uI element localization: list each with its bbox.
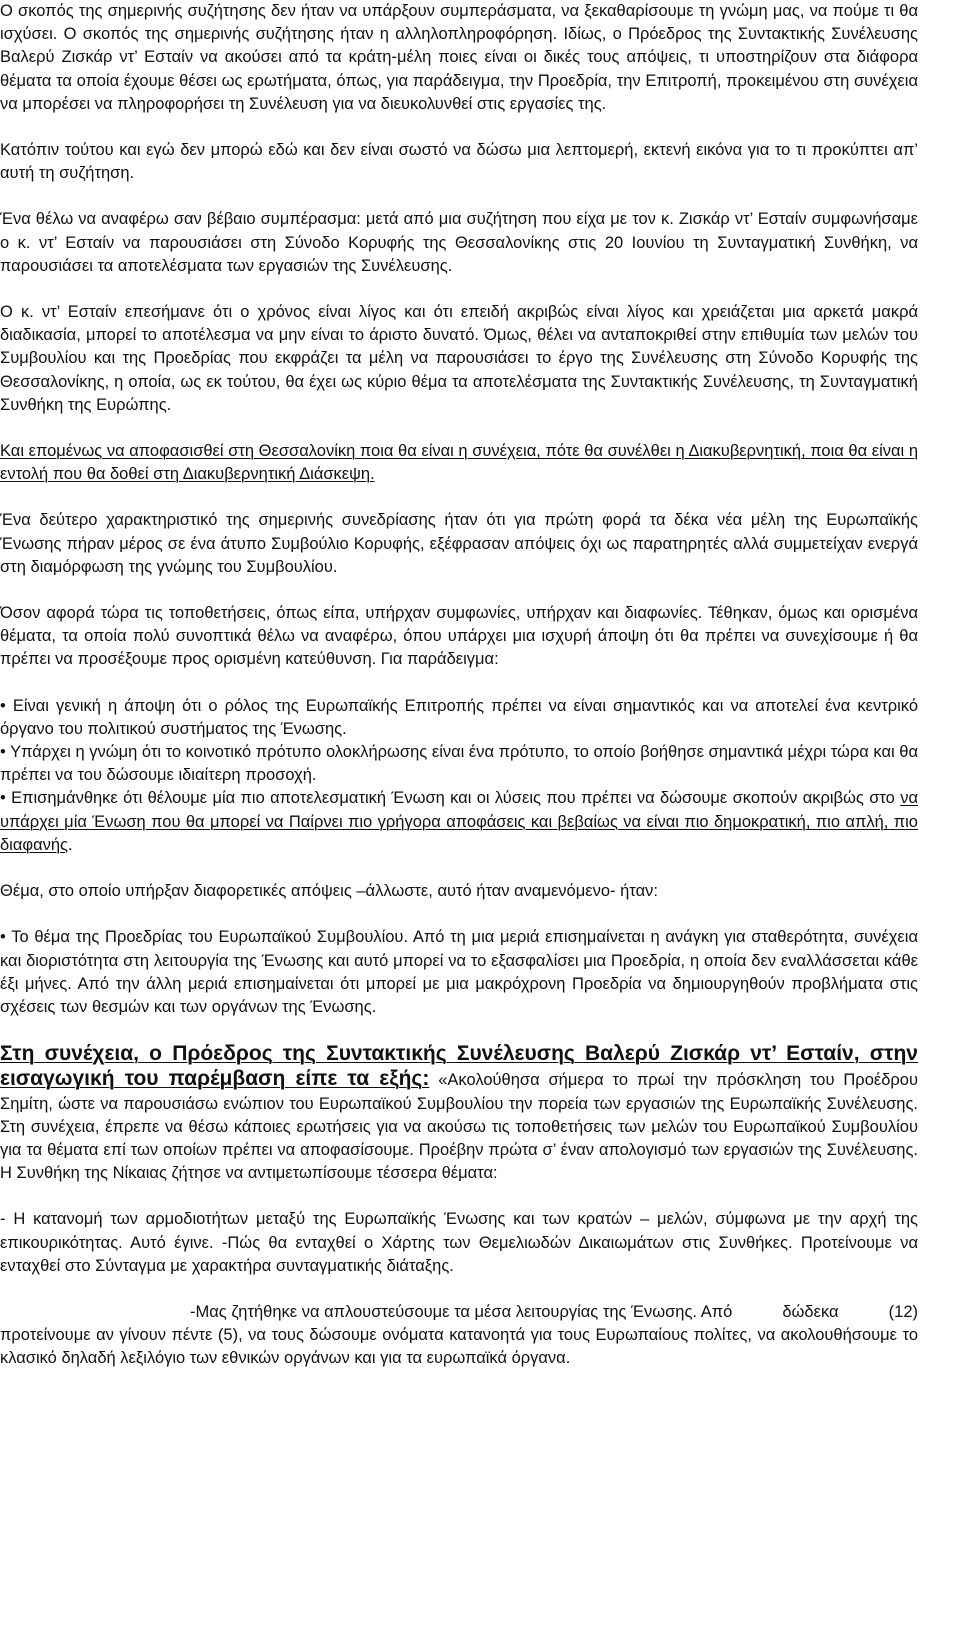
paragraph-positions: Όσον αφορά τώρα τις τοποθετήσεις, όπως είπα, υπήρχαν συμφωνίες, υπήρχαν και διαφωνίες. Τέθηκαν, όμως και ορισμένα θέματα, τα οποία πολύ συνοπτικά θέλω να αναφέρω, όπου υπάρχει μια ισχυρή άποψη ότι θα πρέπει να συνεχίσουμε ή θα πρέπει να προσέξουμε προς ορισμένη κατεύθυνση. Για παράδειγμα: [0,604,918,669]
intervention-quote-start: «Ακολούθησα σήμερα το πρωί [429,1071,675,1090]
paragraph-intro: Ο σκοπός της σημερινής συζήτησης δεν ήταν να υπάρξουν συμπεράσματα, να ξεκαθαρίσουμε τη γνώμη μας, να πούμε τι θα ισχύσει. Ο σκοπός της σημερινής συζήτησης ήταν η αλληλοπληροφόρηση. Ιδίως, ο Πρόεδρος της Συντακτικής Συνέλευσης Βαλερύ Ζισκάρ ντ’ Εσταίν να ακούσει από τα κράτη-μέλη ποιες είναι οι δικές τους απόψεις, τι υποστηρίζουν στα διάφορα θέματα τα οποία έχουμε θέσει ως ερωτήματα, όπως, για παράδειγμα, την Προεδρία, την Επιτροπή, προκειμένου στη συνέχεια να μπορέσει να πληροφορήσει τη Συνέλευση για να διευκολυνθεί στις εργασίες της. [0,2,918,113]
paragraph-divergent-views: Θέμα, στο οποίο υπήρξαν διαφορετικές απόψεις –άλλωστε, αυτό ήταν αναμενόμενο- ήταν: [0,882,658,901]
paragraph-conclusion: Ένα θέλω να αναφέρω σαν βέβαιο συμπέρασμα: μετά από μια συζήτηση που είχα με τον κ. Ζισκάρ ντ’ Εσταίν συμφωνήσαμε ο κ. ντ’ Εσταίν να παρουσιάσει στη Σύνοδο Κορυφής της Θεσσαλονίκης στις 20 Ιουνίου τη Συνταγματική Συνθήκη, να παρουσιάσει τα αποτελέσματα των εργασιών της Συνέλευσης. [0,210,918,275]
bullet-effective-union [0,787,918,857]
simplification-first-line: -Μας ζητήθηκε να απλουστεύσουμε τα μέσα λειτουργίας της Ένωσης. Από [190,1302,733,1321]
bullet-community-model: • Υπάρχει η γνώμη ότι το κοινοτικό πρότυπο ολοκλήρωσης είναι ένα πρότυπο, το οποίο βοήθησε σημαντικά μέχρι τώρα και θα πρέπει να του δώσουμε ιδιαίτερη προσοχή. [0,743,918,785]
simplification-rest: δώδεκα (12) προτείνουμε αν γίνουν πέντε (5), να τους δώσουμε ονόματα κατανοητά για τους Ευρωπαίους πολίτες, να ακολουθήσουμε το κλασικό δηλαδή λεξιλόγιο των εθνικών οργάνων και για τα ευρωπαϊκά όργανα. [0,1302,918,1368]
paragraph-estaing-remarks: Ο κ. ντ’ Εσταίν επεσήμανε ότι ο χρόνος είναι λίγος και ότι επειδή ακριβώς είναι λίγος και χρειάζεται μια αρκετά μακρά διαδικασία, μπορεί το αποτέλεσμα να μην είναι το άριστο δυνατό. Όμως, θέλει να ανταποκριθεί στην επιθυμία των μελών του Συμβουλίου και της Προεδρίας που εκφράζει τα μέλη να παρουσιάσει το έργο της Συνέλευσης στη Σύνοδο Κορυφής της Θεσσαλονίκης, η οποία, ως εκ τούτου, θα έχει ως κύριο θέμα τα αποτελέσματα της Συντακτικής Συνέλευσης, τη Συνταγματική Συνθήκη της Ευρώπης. [0,303,918,414]
paragraph-estaing-intervention [0,1042,918,1185]
bullet-council-presidency: • Το θέμα της Προεδρίας του Ευρωπαϊκού Συμβουλίου. Από τη μια μεριά επισημαίνεται η ανάγκη για σταθερότητα, συνέχεια και διοριστότητα στη λειτουργία της Ένωσης και αυτό μπορεί να το εξασφαλίσει μια Προεδρία, η οποία δεν εναλλάσσεται κάθε έξι μήνες. Από την άλλη μεριά επισημαίνεται ότι μπορεί με μια μακρόχρονη Προεδρία να δημιουργηθούν προβλήματα στις σχέσεις των θεσμών και των οργάνων της Ένωσης. [0,928,918,1016]
paragraph-competences: - Η κατανομή των αρμοδιοτήτων μεταξύ της Ευρωπαϊκής Ένωσης και των κρατών – μελών, σύμφωνα με την αρχή της επικουρικότητας. Αυτό έγινε. -Πώς θα ενταχθεί ο Χάρτης των Θεμελιωδών Δικαιωμάτων στις Συνθήκες. Προτείνουμε να ενταχθεί στο Σύνταγμα με χαρακτήρα συνταγματικής διάταξης. [0,1210,918,1275]
paragraph-simplification [0,1301,918,1371]
bullet-commission-role: • Είναι γενική η άποψη ότι ο ρόλος της Ευρωπαϊκής Επιτροπής πρέπει να είναι σημαντικός και να αποτελεί ένα κεντρικό όργανο του πολιτικού συστήματος της Ένωσης. [0,696,918,738]
bullet-effective-union-lead: • Επισημάνθηκε ότι θέλουμε μία πιο αποτελεσματική Ένωση και οι λύσεις που πρέπει να δώσουμε σκοπούν ακριβώς στο [0,789,901,808]
paragraph-new-members: Ένα δεύτερο χαρακτηριστικό της σημερινής συνεδρίασης ήταν ότι για πρώτη φορά τα δέκα νέα μέλη της Ευρωπαϊκής Ένωσης πήραν μέρος σε ένα άτυπο Συμβούλιο Κορυφής, εξέφρασαν απόψεις όχι ως παρατηρητές αλλά συμμετείχαν ενεργά στη διαμόρφωση της γνώμης του Συμβουλίου. [0,511,918,576]
bullet-effective-union-end: . [68,835,73,854]
intervention-quote-body: την πρόσκληση του Προέδρου Σημίτη, ώστε να παρουσιάσω ενώπιον του Ευρωπαϊκού Συμβουλίου την πορεία των εργασιών της Ευρωπαϊκής Συνέλευσης. Στη συνέχεια, έπρεπε να θέσω κάποιες ερωτήσεις για να ακούσω τις τοποθετήσεις των μελών του Ευρωπαϊκού Συμβουλίου για τα θέματα επί των οποίων πρέπει να αποφασίσουμε. Προέβην πρώτα σ’ έναν απολογισμό των εργασιών της Συνέλευσης. Η Συνθήκη της Νίκαιας ζήτησε να αντιμετωπίσουμε τέσσερα θέματα: [0,1071,919,1183]
paragraph-context: Κατόπιν τούτου και εγώ δεν μπορώ εδώ και δεν είναι σωστό να δώσω μια λεπτομερή, εκτενή εικόνα για το τι προκύπτει απ’ αυτή τη συζήτηση. [0,141,918,183]
bullet-effective-union-underlined: να υπάρχει μία Ένωση που θα μπορεί να Παίρνει πιο γρήγορα αποφάσεις και βεβαίως να είναι πιο δημοκρατική, πιο απλή, πιο διαφανής [0,789,918,854]
paragraph-thessaloniki-decision: Και επομένως να αποφασισθεί στη Θεσσαλονίκη ποια θα είναι η συνέχεια, πότε θα συνέλθει η Διακυβερνητική, ποια θα είναι η εντολή που θα δοθεί στη Διακυβερνητική Διάσκεψη. [0,442,918,484]
intervention-heading: Στη συνέχεια, ο Πρόεδρος της Συντακτικής Συνέλευσης Βαλερύ Ζισκάρ ντ’ Εσταίν, στην εισαγωγική του παρέμβαση είπε τα εξής: [0,1042,918,1091]
